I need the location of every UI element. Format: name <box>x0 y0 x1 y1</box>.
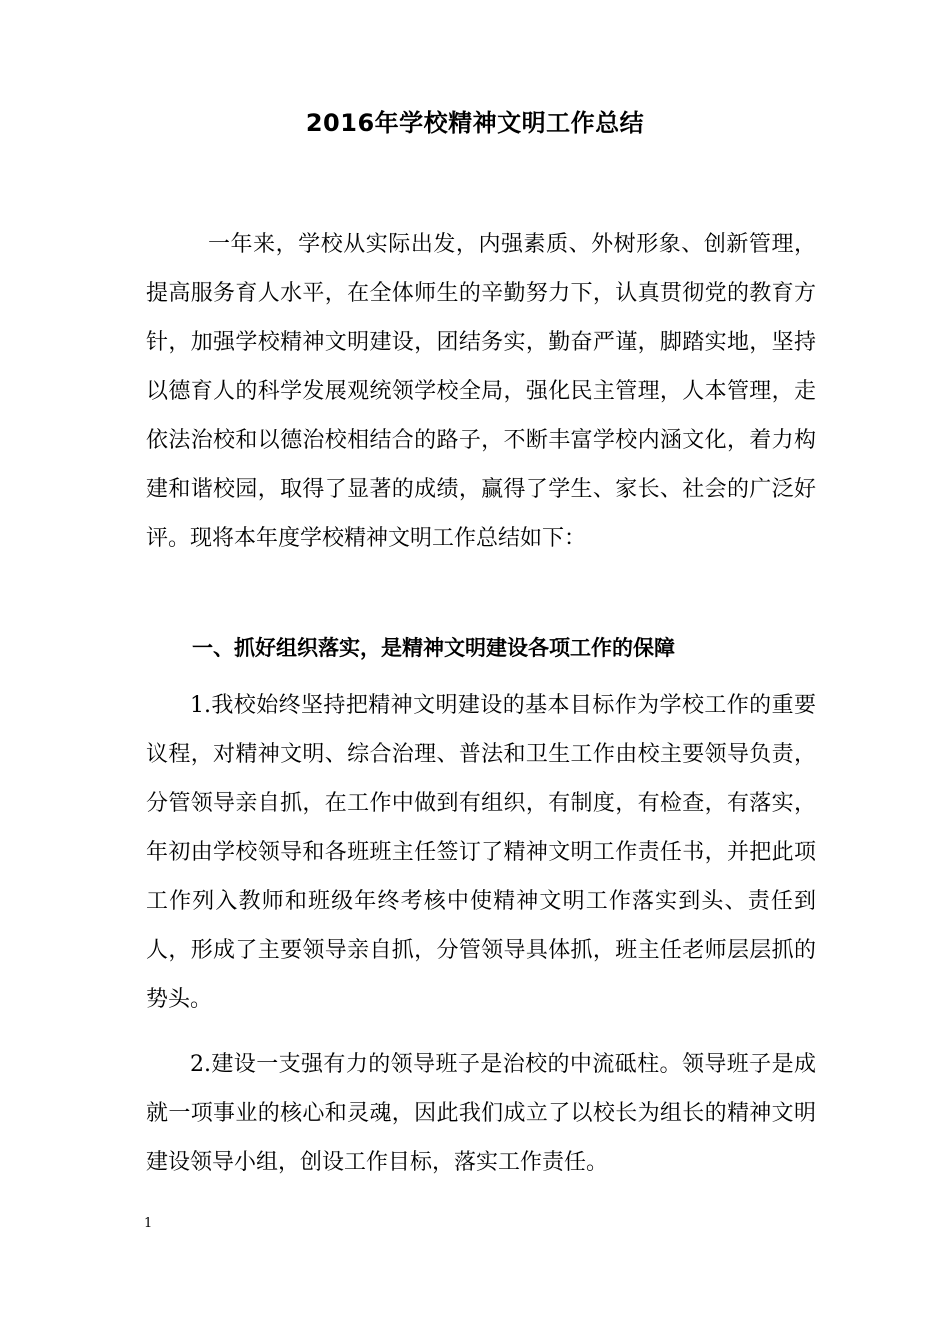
page-number: 1 <box>144 1216 153 1231</box>
intro-paragraph: 一年来，学校从实际出发，内强素质、外树形象、创新管理，提高服务育人水平，在全体师生的辛勤努力下，认真贯彻党的教育方针，加强学校精神文明建设，团结务实，勤奋严谨，脚踏实地，坚持以德育人的科学发展观统领学校全局，强化民主管理，人本管理，走依法治校和以德治校相结合的路子，不断丰富学校内涵文化，着力构建和谐校园，取得了显著的成绩，赢得了学生、家长、社会的广泛好评。现将本年度学校精神文明工作总结如下： <box>146 232 816 551</box>
paragraph-item-1: 1.我校始终坚持把精神文明建设的基本目标作为学校工作的重要议程，对精神文明、综合治理、普法和卫生工作由校主要领导负责，分管领导亲自抓，在工作中做到有组织，有制度，有检查，有落实，年初由学校领导和各班班主任签订了精神文明工作责任书，并把此项工作列入教师和班级年终考核中使精神文明工作落实到头、责任到人，形成了主要领导亲自抓，分管领导具体抓，班主任老师层层抓的势头。 <box>146 693 816 1012</box>
document-title: 2016年学校精神文明工作总结 <box>305 109 645 137</box>
paragraph-item-2: 2.建设一支强有力的领导班子是治校的中流砥柱。领导班子是成就一项事业的核心和灵魂，因此我们成立了以校长为组长的精神文明建设领导小组，创设工作目标，落实工作责任。 <box>146 1052 816 1175</box>
section-heading: 一、抓好组织落实，是精神文明建设各项工作的保障 <box>192 636 675 660</box>
